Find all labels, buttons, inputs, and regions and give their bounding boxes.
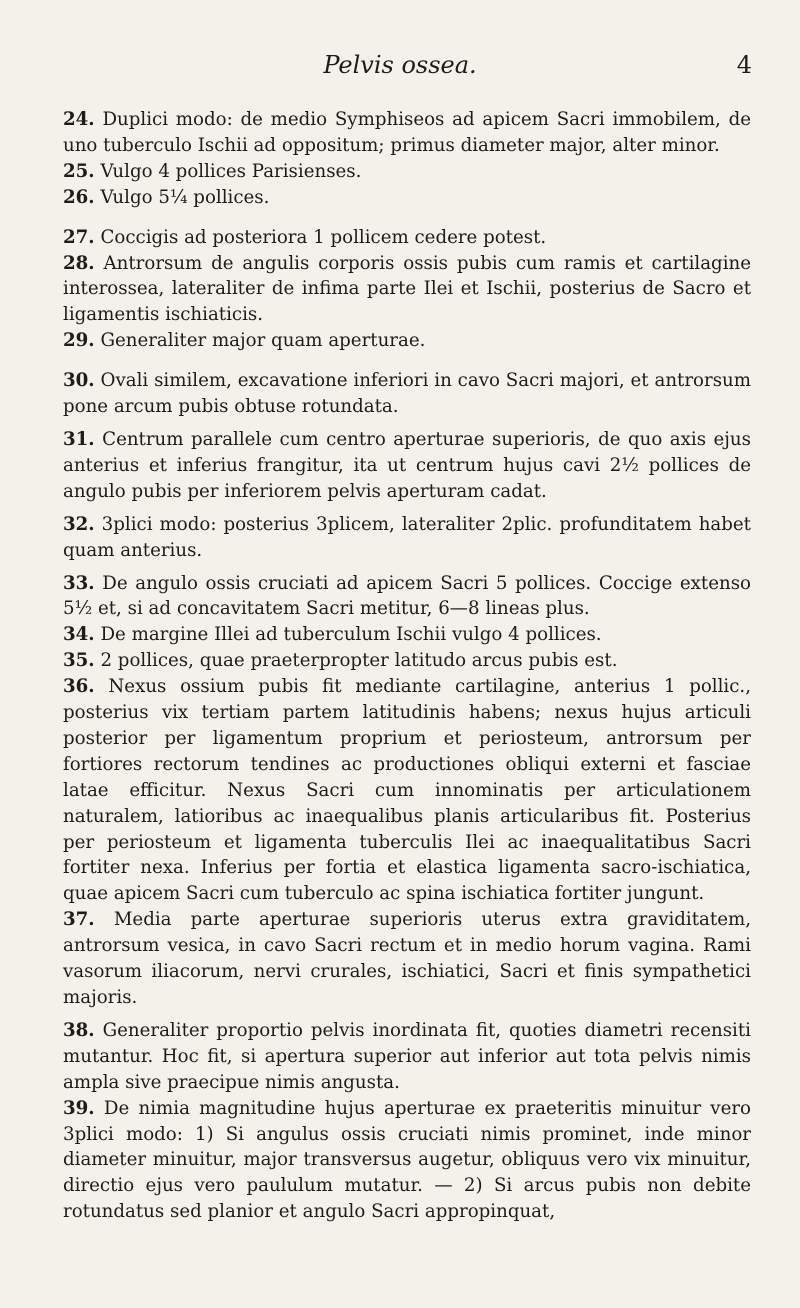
paragraph-text: Generaliter major quam aperturae. <box>100 330 426 352</box>
paragraph-34 <box>63 622 751 648</box>
paragraph-text: Duplici modo: de medio Symphiseos ad apicem Sacri immobilem, de uno tuberculo Ischii ad oppositum; primus diameter major, alter minor. <box>63 109 751 156</box>
paragraph-number: 35. <box>63 650 95 672</box>
paragraph-text: Vulgo 5¼ pollices. <box>100 186 270 208</box>
page-number: 4 <box>736 51 752 79</box>
body-text <box>63 107 751 1225</box>
paragraph-number: 39. <box>63 1097 95 1119</box>
paragraph-number: 28. <box>63 252 95 274</box>
paragraph-number: 30. <box>63 370 95 392</box>
running-title: Pelvis ossea. <box>323 51 477 79</box>
paragraph-text: Centrum parallele cum centro aperturae superioris, de quo axis ejus anterius et inferius frangitur, ita ut centrum hujus cavi 2½ pollices de angulo pubis per inferiorem pelvis aperturam cadat. <box>63 428 751 502</box>
paragraph-number: 24. <box>63 109 95 130</box>
paragraph-text: Vulgo 4 pollices Parisienses. <box>100 160 362 182</box>
paragraph-number: 33. <box>63 572 95 594</box>
paragraph-text: Ovali similem, excavatione inferiori in cavo Sacri majori, et antrorsum pone arcum pubis obtuse rotundata. <box>63 370 751 418</box>
paragraph-text: De margine Illei ad tuberculum Ischii vulgo 4 pollices. <box>100 624 602 646</box>
paragraph-27 <box>63 225 751 251</box>
paragraph-28 <box>63 251 751 329</box>
paragraph-33 <box>63 571 751 623</box>
paragraph-number: 27. <box>63 226 95 248</box>
paragraph-number: 34. <box>63 624 95 646</box>
paragraph-text: De angulo ossis cruciati ad apicem Sacri 5 pollices. Coccige extenso 5½ et, si ad concavitatem Sacri metitur, 6—8 lineas plus. <box>63 572 751 620</box>
paragraph-25 <box>63 159 751 185</box>
paragraph-26 <box>63 185 751 211</box>
paragraph-38 <box>63 1018 751 1096</box>
paragraph-number: 36. <box>63 676 95 698</box>
paragraph-number: 37. <box>63 909 95 931</box>
paragraph-text: Coccigis ad posteriora 1 pollicem cedere potest. <box>100 226 547 248</box>
paragraph-text: 2 pollices, quae praeterpropter latitudo arcus pubis est. <box>100 650 618 672</box>
paragraph-number: 25. <box>63 160 95 182</box>
paragraph-text: Generaliter proportio pelvis inordinata fit, quoties diametri recensiti mutantur. Hoc fit, si apertura superior aut inferior aut tota pelvis nimis ampla sive praecipue nimis angusta. <box>63 1019 751 1093</box>
page-header <box>0 48 800 82</box>
paragraph-text: Nexus ossium pubis fit mediante cartilagine, anterius 1 pollic., posterius vix tertiam partem latitudinis habens; nexus hujus articuli posterior per ligamentum proprium et periosteum, antrorsum per fortiores rectorum tendines ac productiones obliqui externi et fasciae latae efficitur. Nexus Sacri cum innominatis per articulationem naturalem, latioribus ac inaequalibus planis articularibus fit. Posterius per periosteum et ligamenta tuberculis Ilei ac inaequalitatibus Sacri fortiter nexa. Inferius per fortia et elastica ligamenta sacro-ischiatica, quae apicem Sacri cum tuberculo ac spina ischiatica fortiter jungunt. <box>63 676 751 905</box>
paragraph-text: Antrorsum de angulis corporis ossis pubis cum ramis et cartilagine interossea, lateraliter de infima parte Ilei et Ischii, posterius de Sacro et ligamentis ischiaticis. <box>63 252 751 326</box>
paragraph-39 <box>63 1096 751 1226</box>
paragraph-text: Media parte aperturae superioris uterus extra graviditatem, antrorsum vesica, in cavo Sacri rectum et in medio horum vagina. Rami vasorum iliacorum, nervi crurales, ischiatici, Sacri et finis sympathetici majoris. <box>63 909 751 1008</box>
paragraph-32 <box>63 512 751 564</box>
paragraph-37 <box>63 907 751 1011</box>
paragraph-number: 26. <box>63 186 95 208</box>
paragraph-31 <box>63 427 751 505</box>
paragraph-36 <box>63 674 751 907</box>
paragraph-number: 29. <box>63 330 95 352</box>
paragraph-text: De nimia magnitudine hujus aperturae ex praeteritis minuitur vero 3plici modo: 1) Si angulus ossis cruciati nimis prominet, inde minor diameter minuitur, major transversus augetur, obliquus vero vix minuitur, directio ejus vero paululum mutatur. — 2) Si arcus pubis non debite rotundatus sed planior et angulo Sacri appropinquat, <box>63 1097 751 1223</box>
paragraph-text: 3plici modo: posterius 3plicem, lateraliter 2plic. profunditatem habet quam anterius. <box>63 513 751 561</box>
paragraph-35 <box>63 648 751 674</box>
paragraph-number: 38. <box>63 1019 95 1041</box>
paragraph-24 <box>63 107 751 159</box>
paragraph-number: 32. <box>63 513 95 535</box>
paragraph-number: 31. <box>63 428 95 450</box>
paragraph-30 <box>63 368 751 420</box>
paragraph-29 <box>63 328 751 354</box>
